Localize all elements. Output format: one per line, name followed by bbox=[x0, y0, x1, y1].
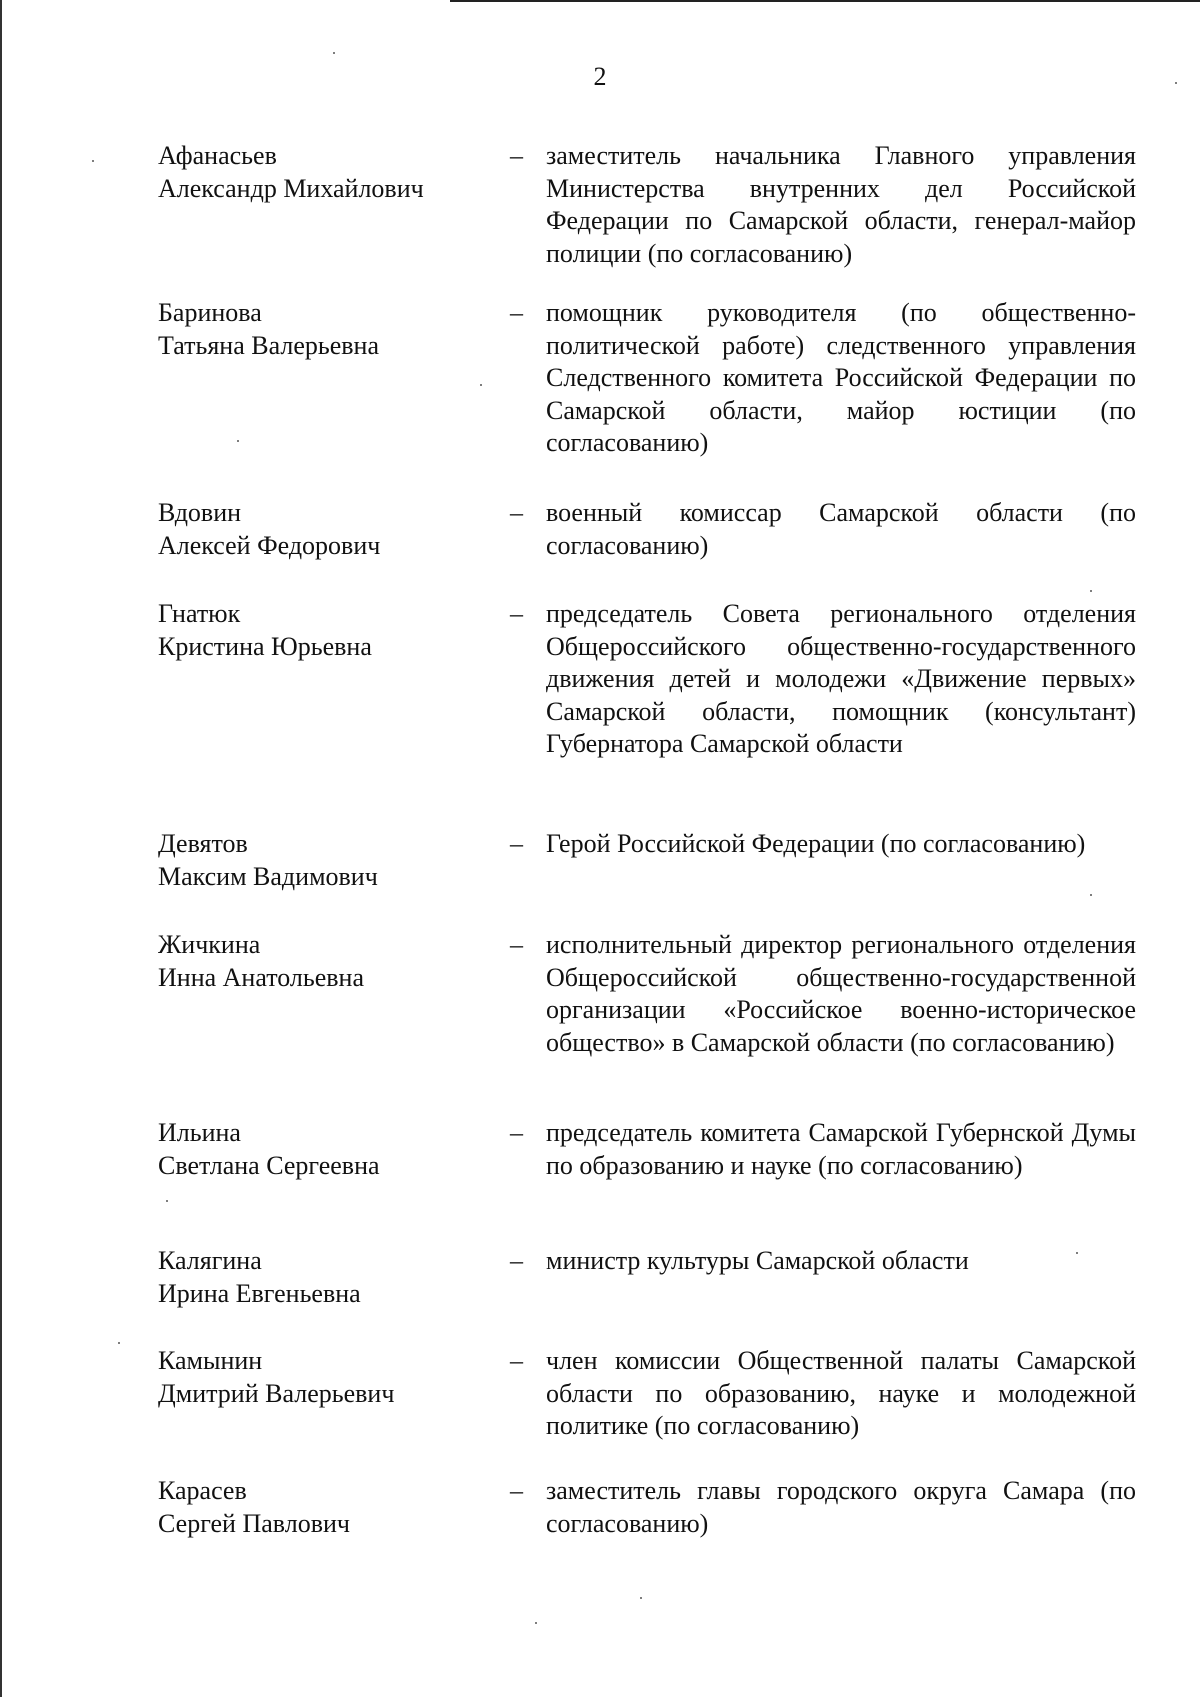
scan-speck bbox=[333, 52, 335, 54]
scan-speck bbox=[118, 1342, 120, 1344]
scan-speck bbox=[166, 1200, 168, 1202]
page-number: 2 bbox=[593, 62, 607, 91]
member-name bbox=[158, 297, 478, 362]
member-given-names: Кристина Юрьевна bbox=[158, 631, 372, 661]
member-surname: Девятов bbox=[158, 829, 248, 858]
member-surname: Баринова bbox=[158, 298, 262, 327]
dash: – bbox=[510, 1476, 523, 1505]
member-name bbox=[158, 497, 478, 562]
dash: – bbox=[510, 498, 523, 527]
list-item bbox=[0, 497, 1200, 598]
member-name bbox=[158, 828, 478, 893]
member-given-names: Татьяна Валерьевна bbox=[158, 330, 379, 360]
member-position: Герой Российской Федерации (по согласованию) bbox=[546, 829, 1086, 858]
member-position: помощник руководителя (по общественно-политической работе) следственного управления Следственного комитета Российской Федерации по Самарской области, майор юстиции (по согласованию) bbox=[546, 298, 1136, 457]
member-surname: Жичкина bbox=[158, 930, 261, 959]
member-surname: Гнатюк bbox=[158, 599, 241, 628]
member-given-names: Светлана Сергеевна bbox=[158, 1150, 380, 1180]
member-surname: Вдовин bbox=[158, 498, 242, 527]
list-item bbox=[0, 828, 1200, 929]
member-name bbox=[158, 1475, 478, 1540]
scan-speck bbox=[480, 384, 482, 386]
scan-speck bbox=[535, 1622, 537, 1624]
member-position: член комиссии Общественной палаты Самарской области по образованию, науке и молодежной политике (по согласованию) bbox=[546, 1346, 1136, 1440]
member-name bbox=[158, 598, 478, 663]
member-position: заместитель начальника Главного управления Министерства внутренних дел Российской Федерации по Самарской области, генерал-майор полиции (по согласованию) bbox=[546, 141, 1136, 268]
member-position: министр культуры Самарской области bbox=[546, 1246, 969, 1275]
list-item bbox=[0, 1117, 1200, 1245]
member-given-names: Дмитрий Валерьевич bbox=[158, 1378, 395, 1408]
scan-speck bbox=[237, 440, 239, 442]
member-given-names: Алексей Федорович bbox=[158, 530, 381, 560]
member-given-names: Ирина Евгеньевна bbox=[158, 1278, 361, 1308]
list-item bbox=[0, 297, 1200, 497]
member-position: председатель Совета регионального отделения Общероссийского общественно-государственного движения детей и молодежи «Движение первых» Самарской области, помощник (консультант) Губернатора Самарской области bbox=[546, 599, 1136, 758]
member-surname: Карасев bbox=[158, 1476, 247, 1505]
member-name bbox=[158, 1117, 478, 1182]
member-position: председатель комитета Самарской Губернской Думы по образованию и науке (по согласованию) bbox=[546, 1118, 1136, 1180]
dash: – bbox=[510, 1118, 523, 1147]
member-position: исполнительный директор регионального отделения Общероссийской общественно-государственной организации «Российское военно-историческое общество» в Самарской области (по согласованию) bbox=[546, 930, 1136, 1057]
list-item bbox=[0, 929, 1200, 1117]
scan-speck bbox=[92, 160, 94, 162]
list-item bbox=[0, 1475, 1200, 1555]
member-surname: Камынин bbox=[158, 1346, 263, 1375]
member-name bbox=[158, 1245, 478, 1310]
list-item bbox=[0, 140, 1200, 297]
list-item bbox=[0, 1345, 1200, 1475]
member-given-names: Сергей Павлович bbox=[158, 1508, 350, 1538]
member-surname: Ильина bbox=[158, 1118, 241, 1147]
member-name bbox=[158, 929, 478, 994]
list-item bbox=[0, 598, 1200, 828]
member-position: заместитель главы городского округа Самара (по согласованию) bbox=[546, 1476, 1136, 1538]
member-position: военный комиссар Самарской области (по согласованию) bbox=[546, 498, 1136, 560]
dash: – bbox=[510, 930, 523, 959]
member-surname: Калягина bbox=[158, 1246, 262, 1275]
member-given-names: Александр Михайлович bbox=[158, 173, 424, 203]
dash: – bbox=[510, 829, 523, 858]
dash: – bbox=[510, 298, 523, 327]
dash: – bbox=[510, 1346, 523, 1375]
dash: – bbox=[510, 141, 523, 170]
member-name bbox=[158, 140, 478, 205]
list-item bbox=[0, 1245, 1200, 1345]
scan-speck bbox=[1090, 590, 1092, 592]
top-scan-rule bbox=[450, 0, 1200, 2]
members-list bbox=[0, 140, 1200, 1555]
scan-speck bbox=[640, 1597, 642, 1599]
scan-speck bbox=[1090, 894, 1092, 896]
member-given-names: Максим Вадимович bbox=[158, 861, 378, 891]
member-name bbox=[158, 1345, 478, 1410]
scan-speck bbox=[1175, 82, 1177, 84]
member-surname: Афанасьев bbox=[158, 141, 277, 170]
member-given-names: Инна Анатольевна bbox=[158, 962, 364, 992]
scan-speck bbox=[1076, 1252, 1078, 1254]
dash: – bbox=[510, 599, 523, 628]
dash: – bbox=[510, 1246, 523, 1275]
